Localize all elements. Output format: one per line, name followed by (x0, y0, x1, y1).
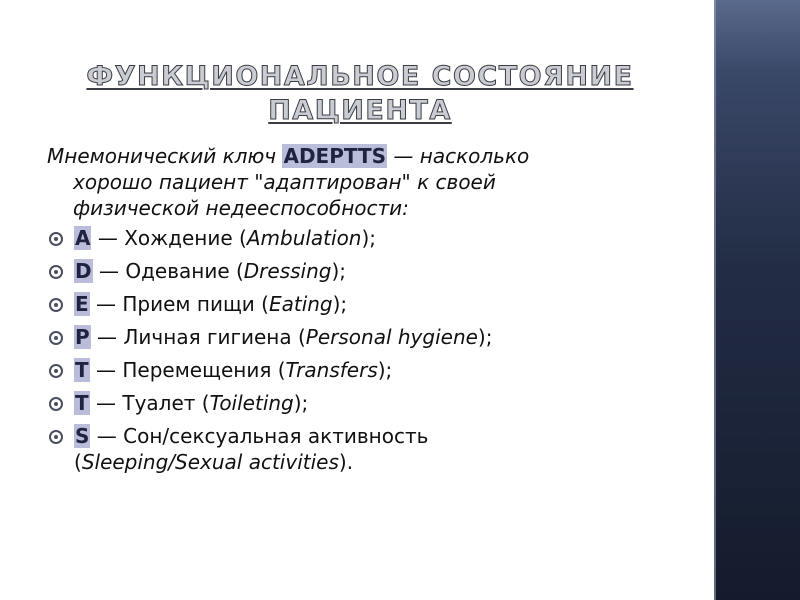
intro-line-2: хорошо пациент "адаптирован" к своей (73, 170, 496, 194)
item-english: Eating (268, 292, 333, 316)
list-item (47, 357, 667, 383)
item-text: — Туалет ( (89, 391, 210, 415)
mnemonic-key: ADEPTTS (283, 144, 387, 168)
bullet-icon (49, 232, 63, 246)
intro-paragraph (47, 143, 647, 221)
item-tail: ); (377, 358, 393, 382)
item-letter: D (75, 259, 92, 283)
bullet-icon (49, 331, 63, 345)
item-tail: ). (338, 450, 354, 474)
item-text: — Сон/сексуальная активность (90, 424, 429, 448)
list-item (47, 258, 667, 284)
list-item (47, 225, 667, 251)
bullet-icon (49, 298, 63, 312)
bullet-icon (49, 265, 63, 279)
item-english: Dressing (243, 259, 332, 283)
item-letter: A (75, 226, 91, 250)
item-english: Ambulation (246, 226, 362, 250)
item-text: — Хождение ( (91, 226, 247, 250)
intro-line-3: физической недееспособности: (73, 196, 409, 220)
intro-text-before: Мнемонический ключ (47, 144, 283, 168)
item-text: — Личная гигиена ( (90, 325, 306, 349)
list-item (47, 291, 667, 317)
list-item (47, 423, 667, 475)
item-english: Sleeping/Sexual activities (81, 450, 339, 474)
item-open-paren: ( (74, 450, 82, 474)
bullet-icon (49, 397, 63, 411)
item-letter: S (75, 424, 90, 448)
item-tail: ); (361, 226, 377, 250)
item-english: Transfers (285, 358, 378, 382)
bullet-icon (49, 430, 63, 444)
item-text: — Одевание ( (92, 259, 244, 283)
mnemonic-list (47, 225, 667, 482)
item-letter: T (75, 358, 89, 382)
item-tail: ); (477, 325, 493, 349)
intro-line-1 (47, 143, 647, 169)
item-english: Toileting (209, 391, 294, 415)
list-item (47, 324, 667, 350)
item-text: — Перемещения ( (89, 358, 286, 382)
item-text: — Прием пищи ( (89, 292, 269, 316)
intro-text-after: — насколько (387, 144, 530, 168)
slide-title: ФУНКЦИОНАЛЬНОЕ СОСТОЯНИЕ ПАЦИЕНТА (86, 61, 634, 126)
bullet-icon (49, 364, 63, 378)
side-decorative-panel (714, 0, 800, 600)
item-tail: ); (293, 391, 309, 415)
item-tail: ); (332, 292, 348, 316)
item-letter: P (75, 325, 90, 349)
list-item (47, 390, 667, 416)
item-letter: T (75, 391, 89, 415)
item-english: Personal hygiene (305, 325, 478, 349)
item-tail: ); (331, 259, 347, 283)
item-letter: E (75, 292, 89, 316)
